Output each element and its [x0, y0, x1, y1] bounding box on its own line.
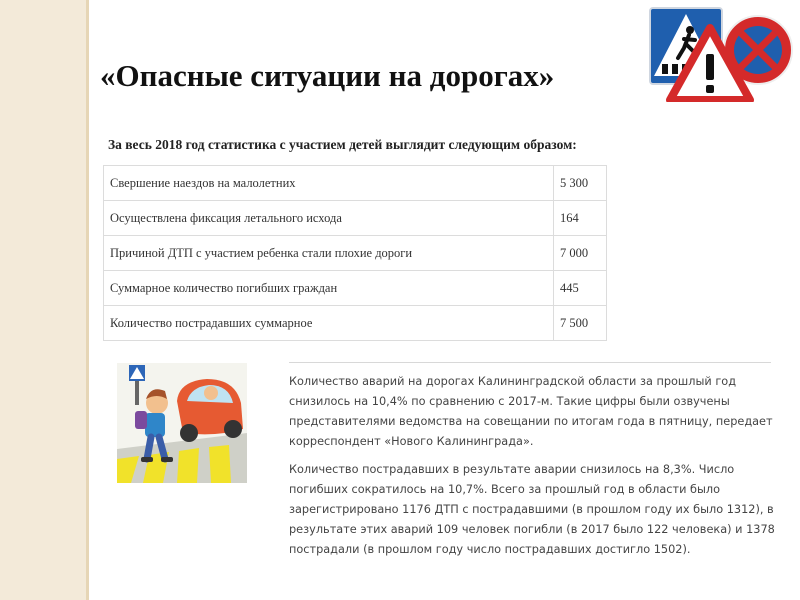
- stats-table: [103, 165, 607, 341]
- slide-title: «Опасные ситуации на дорогах»: [100, 58, 555, 93]
- table-row: [104, 201, 607, 236]
- road-signs-group: [648, 6, 796, 102]
- stat-value: 7 000: [554, 236, 607, 271]
- table-row: [104, 166, 607, 201]
- child-crossing-road-illustration-icon: [117, 363, 247, 483]
- stat-value: 164: [554, 201, 607, 236]
- news-article: [289, 372, 779, 568]
- table-row: [104, 271, 607, 306]
- news-divider: [289, 362, 771, 363]
- stat-label: Суммарное количество погибших граждан: [104, 271, 554, 306]
- stat-label: Свершение наездов на малолетних: [104, 166, 554, 201]
- stat-label: Осуществлена фиксация летального исхода: [104, 201, 554, 236]
- stat-label: Количество пострадавших суммарное: [104, 306, 554, 341]
- left-decorative-strip: [0, 0, 88, 600]
- stats-intro: За весь 2018 год статистика с участием детей выглядит следующим образом:: [108, 137, 577, 152]
- news-paragraph: Количество пострадавших в результате аварии снизилось на 8,3%. Число погибших сократилось на 10,7%. Всего за прошлый год в области было зарегистрировано 1176 ДТП с пострадавшими (в прошлом году их было 1312), в результате этих аварий 109 человек погибли (в 2017 было 122 человека) и 1378 пострадали (в прошлом году число пострадавших достигло 1502).: [289, 463, 775, 556]
- stat-value: 5 300: [554, 166, 607, 201]
- stat-label: Причиной ДТП с участием ребенка стали плохие дороги: [104, 236, 554, 271]
- stat-value: 445: [554, 271, 607, 306]
- table-row: [104, 306, 607, 341]
- stat-value: 7 500: [554, 306, 607, 341]
- left-strip-edge: [86, 0, 89, 600]
- table-row: [104, 236, 607, 271]
- news-paragraph: Количество аварий на дорогах Калининградской области за прошлый год снизилось на 10,4% по сравнению с 2017-м. Такие цифры были озвучены представителями ведомства на совещании по итогам года в пятницу, передает корреспондент «Нового Калининграда».: [289, 375, 773, 448]
